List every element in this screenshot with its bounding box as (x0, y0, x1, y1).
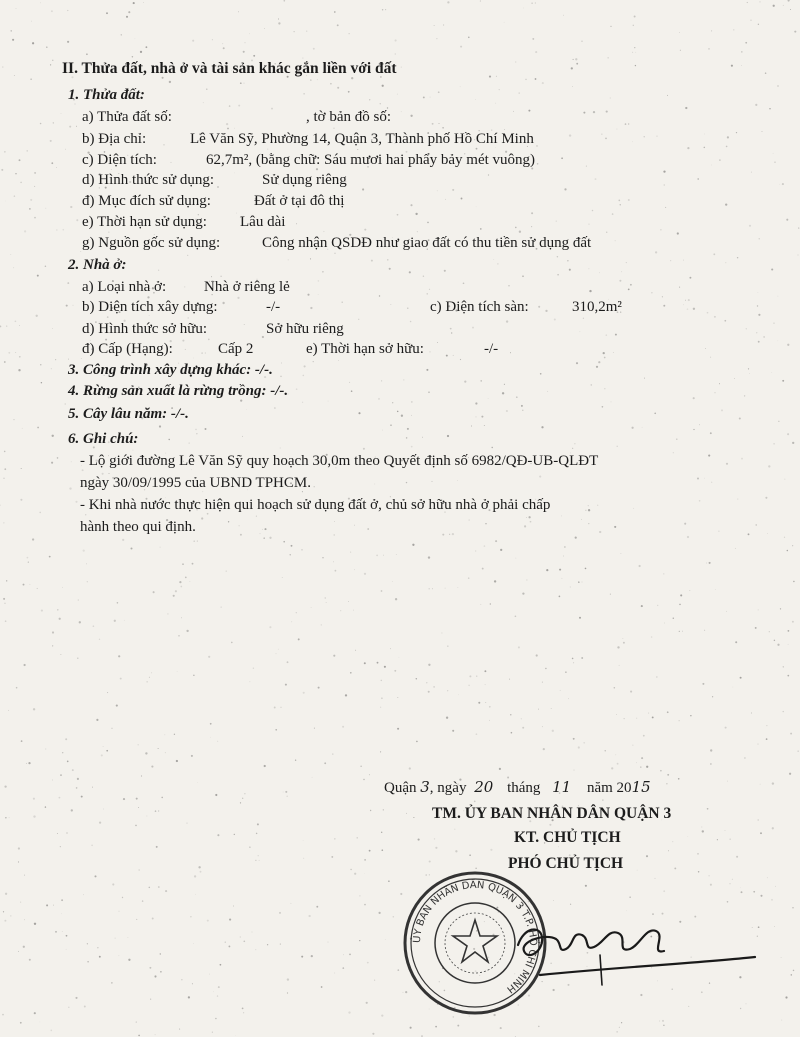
land-e-label: e) Thời hạn sử dụng: (82, 214, 207, 230)
house-b-label: b) Diện tích xây dựng: (82, 299, 218, 315)
house-e-label: e) Thời hạn sở hữu: (306, 341, 424, 357)
house-dd-value: Cấp 2 (218, 341, 254, 357)
date-line (384, 778, 651, 797)
land-c-label: c) Diện tích: (82, 152, 157, 168)
date-year-label: năm 20 (586, 780, 632, 796)
land-d-value: Sử dụng riêng (262, 172, 347, 188)
house-heading: 2. Nhà ở: (68, 257, 127, 273)
land-g-value: Công nhận QSDĐ như giao đất có thu tiền sử dụng đất (262, 235, 592, 251)
note-line-1: - Lộ giới đường Lê Văn Sỹ quy hoạch 30,0m theo Quyết định số 6982/QĐ-UB-QLĐT (80, 453, 599, 469)
note-line-4: hành theo qui định. (80, 519, 196, 535)
land-e-value: Lâu dài (240, 214, 286, 230)
signer-role: PHÓ CHỦ TỊCH (508, 855, 624, 872)
house-e-value: -/- (484, 341, 499, 357)
house-d-label: d) Hình thức sở hữu: (82, 321, 208, 337)
house-b-value: -/- (266, 299, 281, 315)
seal-ring-text: ỦY BAN NHÂN DÂN QUẬN 3 T.P. HỒ CHÍ MINH (411, 879, 539, 995)
date-place: Quận (384, 780, 417, 796)
land-b-label: b) Địa chỉ: (82, 131, 147, 147)
house-d-value: Sở hữu riêng (266, 321, 344, 337)
note-line-3: - Khi nhà nước thực hiện qui hoạch sử dụng đất ở, chủ sở hữu nhà ở phải chấp (80, 497, 551, 513)
date-month: 11 (552, 778, 572, 796)
land-a-label: a) Thửa đất số: (82, 109, 172, 125)
land-c-value: 62,7m², (bằng chữ: Sáu mươi hai phẩy bảy mét vuông) (206, 152, 536, 168)
date-day: 20 (474, 778, 494, 796)
item-5-perennial-trees: 5. Cây lâu năm: -/-. (68, 406, 189, 422)
house-dd-label: đ) Cấp (Hạng): (82, 341, 173, 357)
signer-org: TM. ỦY BAN NHÂN DÂN QUẬN 3 (432, 805, 672, 822)
note-line-2: ngày 30/09/1995 của UBND TPHCM. (80, 475, 311, 491)
item-3-other-works: 3. Công trình xây dựng khác: -/-. (68, 362, 273, 378)
section-title: II. Thửa đất, nhà ở và tài sản khác gắn liền với đất (62, 60, 397, 77)
house-a-value: Nhà ở riêng lẻ (204, 279, 290, 295)
land-dd-label: đ) Mục đích sử dụng: (82, 193, 211, 209)
land-a-map: , tờ bản đồ số: (306, 109, 392, 125)
date-year: 15 (631, 778, 651, 796)
house-c-label: c) Diện tích sàn: (430, 299, 529, 315)
signer-kt: KT. CHỦ TỊCH (514, 829, 621, 846)
land-heading: 1. Thửa đất: (68, 87, 145, 103)
date-district-no: 3 (420, 778, 430, 796)
handwritten-signature-icon (500, 905, 760, 995)
land-g-label: g) Nguồn gốc sử dụng: (82, 235, 221, 251)
notes-heading: 6. Ghi chú: (68, 431, 139, 447)
item-4-planted-forest: 4. Rừng sản xuất là rừng trồng: -/-. (68, 383, 289, 399)
date-month-label: tháng (507, 780, 541, 796)
date-day-label: , ngày (429, 780, 467, 796)
land-dd-value: Đất ở tại đô thị (254, 193, 345, 209)
house-a-label: a) Loại nhà ở: (82, 279, 167, 295)
land-b-value: Lê Văn Sỹ, Phường 14, Quận 3, Thành phố Hồ Chí Minh (190, 131, 534, 147)
house-c-value: 310,2m² (572, 299, 622, 315)
land-d-label: d) Hình thức sử dụng: (82, 172, 215, 188)
